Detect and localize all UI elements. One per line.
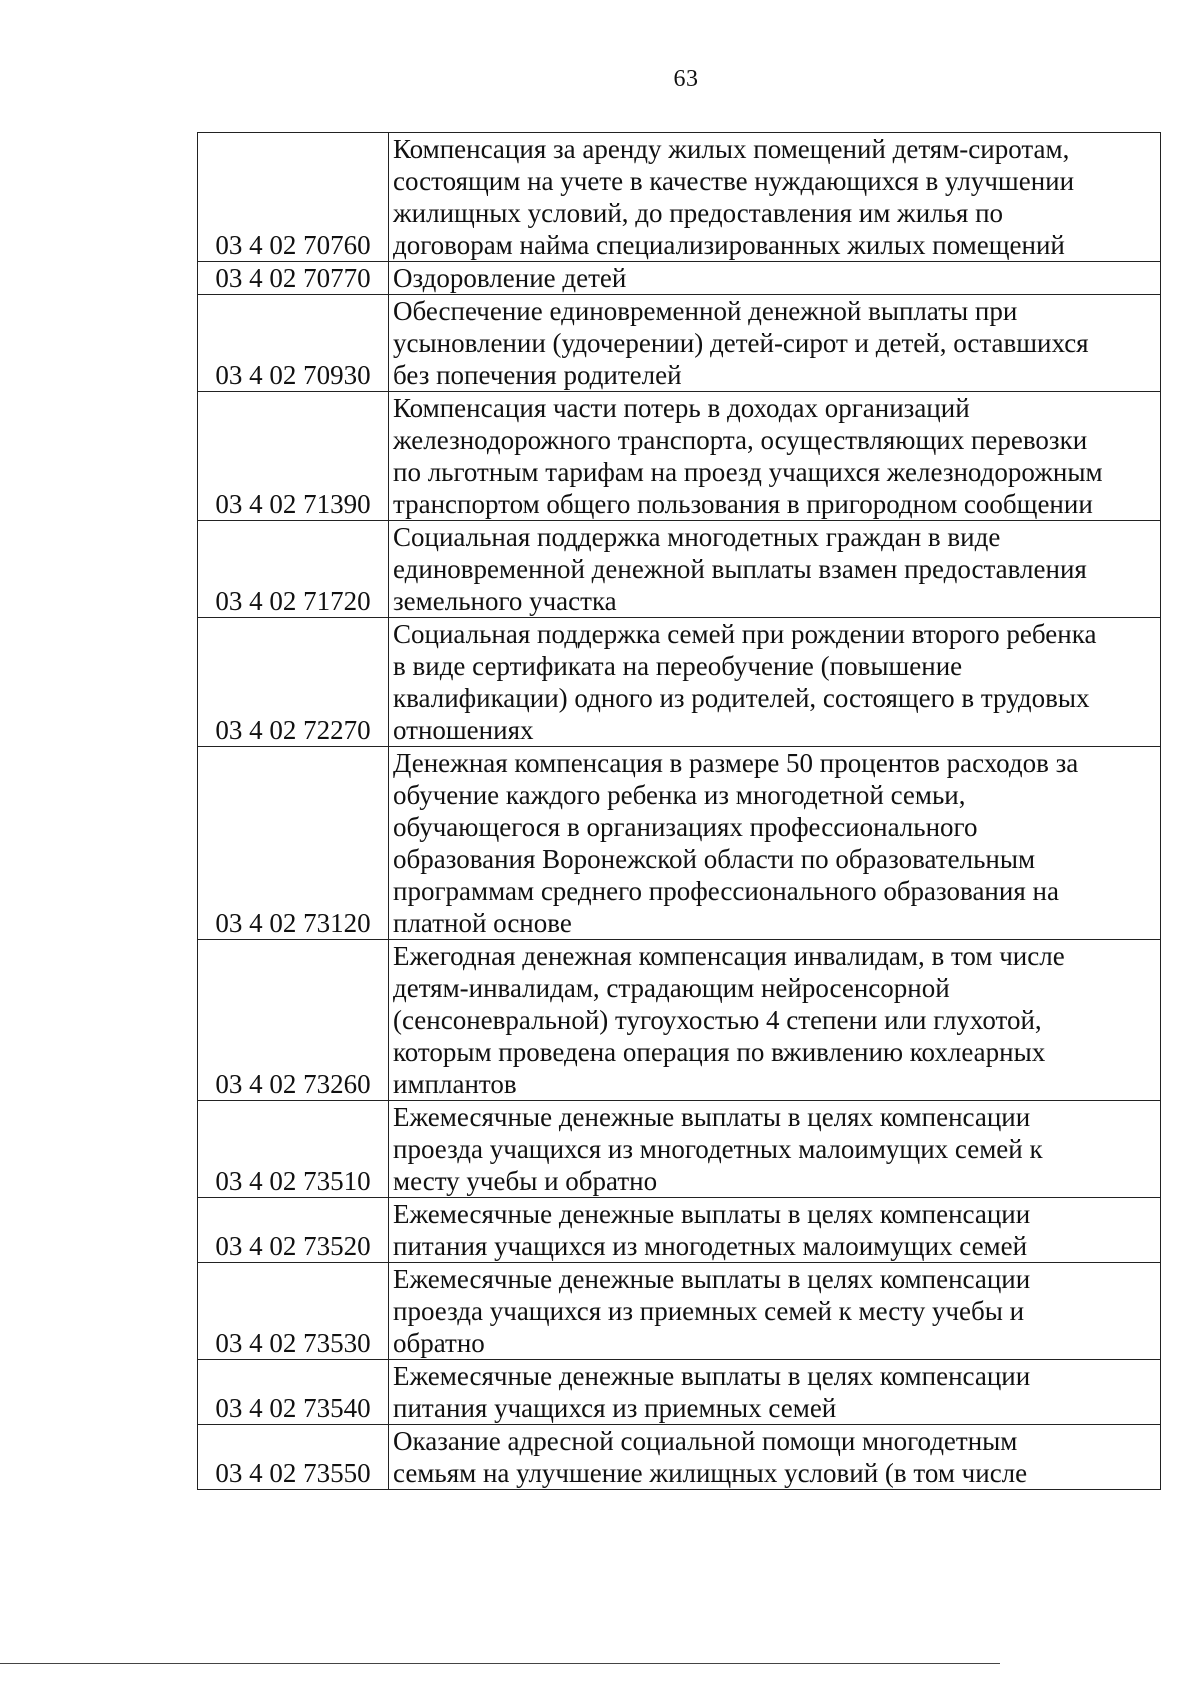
description-line: имплантов xyxy=(393,1069,517,1099)
classification-code: 03 4 02 70770 xyxy=(198,262,389,295)
table-row xyxy=(198,1425,1161,1490)
description-line: Социальная поддержка семей при рождении второго ребенка xyxy=(393,619,1097,649)
description-line: (сенсоневральной) тугоухостью 4 степени или глухотой, xyxy=(393,1005,1042,1035)
description-line: Обеспечение единовременной денежной выплаты при xyxy=(393,296,1018,326)
description-line: без попечения родителей xyxy=(393,360,682,390)
description-line: Ежемесячные денежные выплаты в целях компенсации xyxy=(393,1361,1031,1391)
description-line: проезда учащихся из приемных семей к месту учебы и xyxy=(393,1296,1025,1326)
budget-classification-table xyxy=(197,132,1161,1490)
classification-code: 03 4 02 72270 xyxy=(198,618,389,747)
description-line: обратно xyxy=(393,1328,485,1358)
description-line: Ежемесячные денежные выплаты в целях компенсации xyxy=(393,1264,1031,1294)
description-line: Ежемесячные денежные выплаты в целях компенсации xyxy=(393,1199,1031,1229)
table-row xyxy=(198,1263,1161,1360)
table-row xyxy=(198,940,1161,1101)
description-line: Оздоровление детей xyxy=(393,263,627,293)
description-line: Компенсация за аренду жилых помещений детям-сиротам, xyxy=(393,134,1070,164)
table-row xyxy=(198,133,1161,262)
table-row xyxy=(198,1360,1161,1425)
description-line: детям-инвалидам, страдающим нейросенсорной xyxy=(393,973,950,1003)
classification-code: 03 4 02 73530 xyxy=(198,1263,389,1360)
expense-description xyxy=(389,747,1161,940)
table-row xyxy=(198,1101,1161,1198)
table-row xyxy=(198,392,1161,521)
classification-code: 03 4 02 73120 xyxy=(198,747,389,940)
expense-description xyxy=(389,392,1161,521)
classification-code: 03 4 02 73260 xyxy=(198,940,389,1101)
description-line: Ежегодная денежная компенсация инвалидам, в том числе xyxy=(393,941,1065,971)
description-line: по льготным тарифам на проезд учащихся железнодорожным xyxy=(393,457,1103,487)
expense-description xyxy=(389,618,1161,747)
description-line: единовременной денежной выплаты взамен предоставления xyxy=(393,554,1087,584)
table-row xyxy=(198,521,1161,618)
expense-description xyxy=(389,295,1161,392)
description-line: программам среднего профессионального образования на xyxy=(393,876,1059,906)
expense-description xyxy=(389,940,1161,1101)
description-line: Компенсация части потерь в доходах организаций xyxy=(393,393,970,423)
description-line: договорам найма специализированных жилых помещений xyxy=(393,230,1065,260)
table-row xyxy=(198,262,1161,295)
classification-code: 03 4 02 70930 xyxy=(198,295,389,392)
expense-description xyxy=(389,1101,1161,1198)
description-line: транспортом общего пользования в пригородном сообщении xyxy=(393,489,1093,519)
description-line: земельного участка xyxy=(393,586,617,616)
description-line: Социальная поддержка многодетных граждан в виде xyxy=(393,522,1001,552)
description-line: которым проведена операция по вживлению кохлеарных xyxy=(393,1037,1046,1067)
description-line: квалификации) одного из родителей, состоящего в трудовых xyxy=(393,683,1090,713)
table-row xyxy=(198,1198,1161,1263)
expense-description xyxy=(389,1263,1161,1360)
classification-code: 03 4 02 71390 xyxy=(198,392,389,521)
table-row xyxy=(198,618,1161,747)
description-line: обучение каждого ребенка из многодетной семьи, xyxy=(393,780,966,810)
description-line: образования Воронежской области по образовательным xyxy=(393,844,1036,874)
description-line: месту учебы и обратно xyxy=(393,1166,658,1196)
classification-code: 03 4 02 73520 xyxy=(198,1198,389,1263)
description-line: проезда учащихся из многодетных малоимущих семей к xyxy=(393,1134,1043,1164)
classification-code: 03 4 02 73540 xyxy=(198,1360,389,1425)
expense-description xyxy=(389,1425,1161,1490)
description-line: Денежная компенсация в размере 50 процентов расходов за xyxy=(393,748,1079,778)
classification-code: 03 4 02 73510 xyxy=(198,1101,389,1198)
description-line: в виде сертификата на переобучение (повышение xyxy=(393,651,963,681)
description-line: Оказание адресной социальной помощи многодетным xyxy=(393,1426,1018,1456)
description-line: железнодорожного транспорта, осуществляющих перевозки xyxy=(393,425,1088,455)
table-row xyxy=(198,295,1161,392)
description-line: отношениях xyxy=(393,715,534,745)
page-number: 63 xyxy=(673,66,699,92)
description-line: усыновлении (удочерении) детей-сирот и детей, оставшихся xyxy=(393,328,1089,358)
expense-description xyxy=(389,133,1161,262)
description-line: семьям на улучшение жилищных условий (в том числе xyxy=(393,1458,1028,1488)
description-line: жилищных условий, до предоставления им жилья по xyxy=(393,198,1004,228)
bottom-rule xyxy=(0,1663,1000,1664)
expense-description xyxy=(389,521,1161,618)
description-line: обучающегося в организациях профессионального xyxy=(393,812,978,842)
description-line: Ежемесячные денежные выплаты в целях компенсации xyxy=(393,1102,1031,1132)
classification-code: 03 4 02 73550 xyxy=(198,1425,389,1490)
table-body xyxy=(198,133,1161,1490)
classification-code: 03 4 02 70760 xyxy=(198,133,389,262)
description-line: состоящим на учете в качестве нуждающихся в улучшении xyxy=(393,166,1075,196)
description-line: платной основе xyxy=(393,908,572,938)
description-line: питания учащихся из многодетных малоимущих семей xyxy=(393,1231,1028,1261)
table-row xyxy=(198,747,1161,940)
expense-description xyxy=(389,1360,1161,1425)
classification-code: 03 4 02 71720 xyxy=(198,521,389,618)
description-line: питания учащихся из приемных семей xyxy=(393,1393,837,1423)
expense-description xyxy=(389,262,1161,295)
expense-description xyxy=(389,1198,1161,1263)
